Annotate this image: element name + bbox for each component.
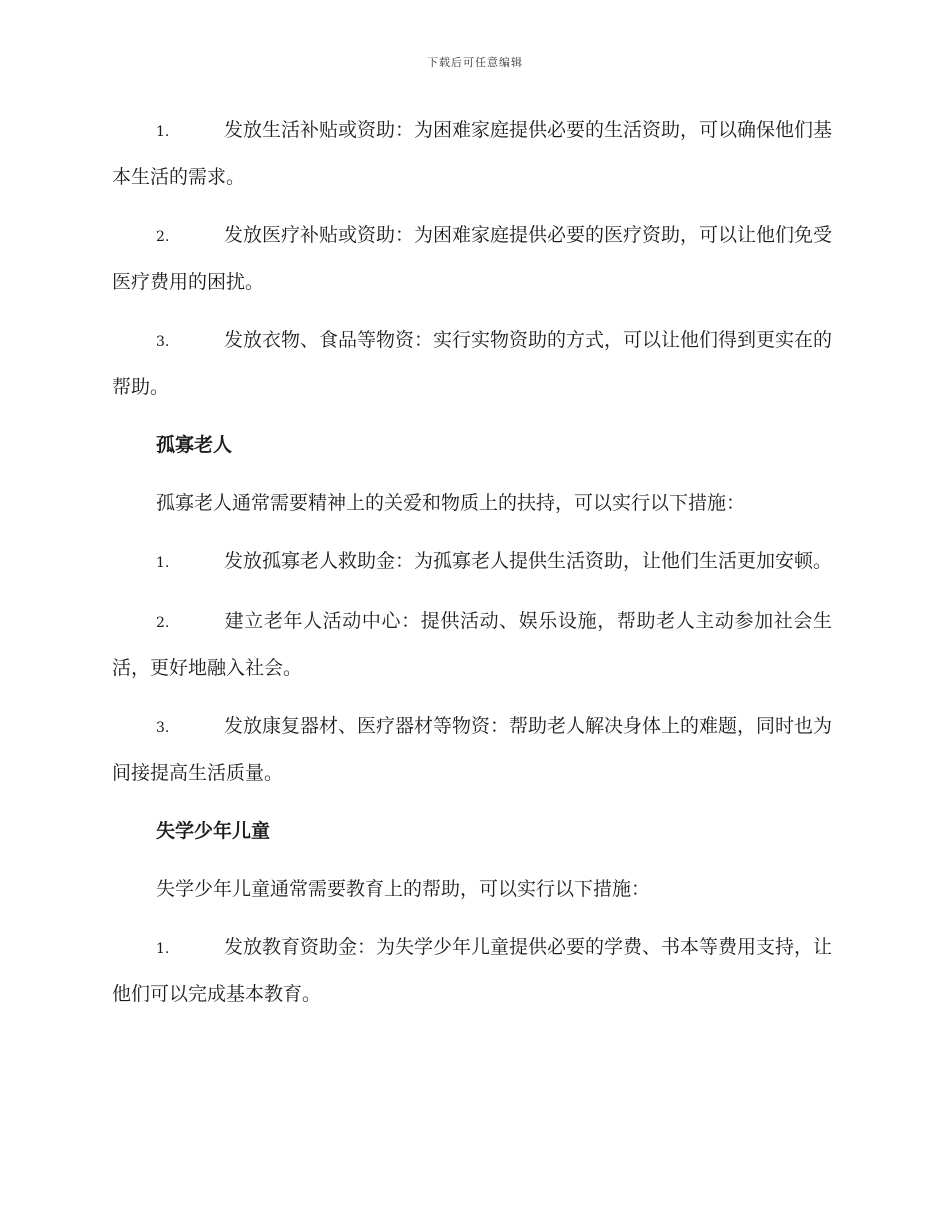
- list-text: 发放医疗补贴或资助：为困难家庭提供必要的医疗资助，可以让他们免受医疗费用的困扰。: [112, 224, 833, 293]
- section-heading: 失学少年儿童: [156, 820, 271, 842]
- list-text: 发放康复器材、医疗器材等物资：帮助老人解决身体上的难题，同时也为间接提高生活质量。: [112, 715, 833, 784]
- list-item: [112, 108, 832, 200]
- list-text: 发放孤寡老人救助金：为孤寡老人提供生活资助，让他们生活更加安顿。: [224, 550, 833, 572]
- list-number: 1.: [156, 124, 170, 140]
- list-item: [112, 925, 832, 1017]
- list-item: [112, 539, 832, 586]
- section-intro: 孤寡老人通常需要精神上的关爱和物质上的扶持，可以实行以下措施：: [156, 492, 746, 514]
- list-number: 2.: [156, 229, 170, 245]
- list-item: [112, 704, 832, 796]
- list-number: 3.: [156, 720, 170, 736]
- list-text: 发放生活补贴或资助：为困难家庭提供必要的生活资助，可以确保他们基本生活的需求。: [112, 119, 833, 188]
- list-number: 2.: [156, 615, 170, 631]
- list-item: [112, 318, 832, 410]
- list-text: 建立老年人活动中心：提供活动、娱乐设施，帮助老人主动参加社会生活，更好地融入社会。: [112, 610, 832, 679]
- section-heading: 孤寡老人: [156, 434, 233, 456]
- document-body: [112, 108, 832, 1030]
- section-intro: 失学少年儿童通常需要教育上的帮助，可以实行以下措施：: [156, 878, 651, 900]
- list-item: [112, 213, 832, 305]
- list-item: [112, 599, 832, 691]
- list-number: 1.: [156, 555, 170, 571]
- list-text: 发放衣物、食品等物资：实行实物资助的方式，可以让他们得到更实在的帮助。: [112, 329, 833, 398]
- list-number: 1.: [156, 941, 170, 957]
- page-header: 下载后可任意编辑: [427, 56, 523, 69]
- list-number: 3.: [156, 334, 170, 350]
- list-text: 发放教育资助金：为失学少年儿童提供必要的学费、书本等费用支持，让他们可以完成基本教育。: [112, 936, 833, 1005]
